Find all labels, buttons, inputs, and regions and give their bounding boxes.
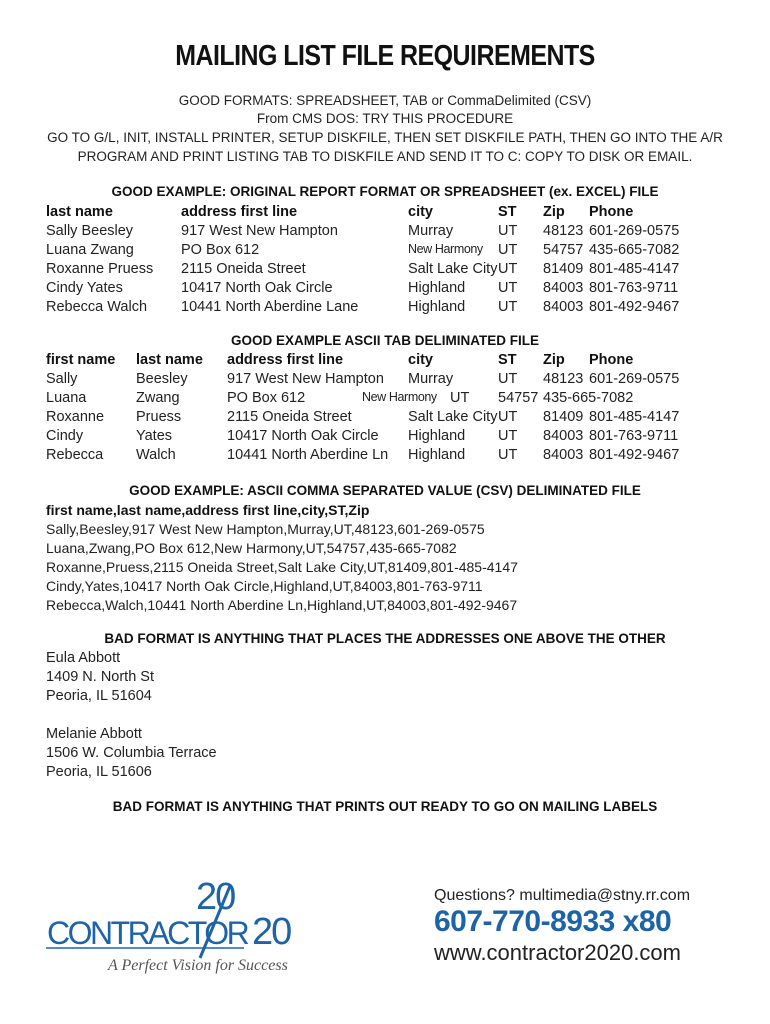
table-cell: 917 West New Hampton [181,223,338,239]
address-city: Peoria, IL 51604 [46,688,152,704]
table-cell: 601-269-0575 [589,223,680,239]
table-cell: 84003 [543,280,584,296]
address-street: 1506 W. Columbia Terrace [46,745,217,761]
table-cell: 435-665-7082 [543,390,634,406]
table-cell: Pruess [136,409,182,425]
table-cell: 84003 [543,428,584,444]
contact-website: www.contractor2020.com [434,940,681,965]
table-cell: 10441 North Aberdine Lane [181,299,359,315]
intro-line-3: GO TO G/L, INIT, INSTALL PRINTER, SETUP DISKFILE, THEN SET DISKFILE PATH, THEN GO INTO THE A/R [47,130,723,145]
table-cell: 801-763-9711 [589,428,679,444]
table-cell: UT [498,242,518,258]
logo-bottom-number: 20 [252,911,291,953]
table-cell: UT [450,390,470,406]
csv-line: Rebecca,Walch,10441 North Aberdine Ln,Highland,UT,84003,801-492-9467 [46,597,518,613]
table-cell: Murray [408,223,454,239]
address-street: 1409 N. North St [46,669,154,685]
csv-line: Sally,Beesley,917 West New Hampton,Murray,UT,48123,601-269-0575 [46,521,485,537]
table-cell: 2115 Oneida Street [227,409,352,425]
logo-tagline: A Perfect Vision for Success [108,957,288,974]
column-header: ST [498,204,517,220]
table-cell: Sally [46,371,78,387]
csv-line: Roxanne,Pruess,2115 Oneida Street,Salt Lake City,UT,81409,801-485-4147 [46,559,518,575]
table-cell: Salt Lake City [408,409,498,425]
column-header: city [408,352,433,368]
column-header: ST [498,352,517,368]
table-cell: Cindy [46,428,84,444]
table-cell: 917 West New Hampton [227,371,384,387]
csv-header-line: first name,last name,address first line,city,ST,Zip [46,502,370,518]
bad-format-heading-2: BAD FORMAT IS ANYTHING THAT PRINTS OUT READY TO GO ON MAILING LABELS [112,799,658,814]
table-cell: 81409 [543,261,584,277]
table-cell: Roxanne Pruess [46,261,154,277]
column-header: address first line [181,204,298,220]
table-cell: Cindy Yates [46,280,123,296]
bad-format-heading-1: BAD FORMAT IS ANYTHING THAT PLACES THE ADDRESSES ONE ABOVE THE OTHER [104,631,666,646]
table-cell: UT [498,409,518,425]
column-header: Zip [543,204,565,220]
page-title: MAILING LIST FILE REQUIREMENTS [175,40,595,72]
table-cell: 48123 [543,371,584,387]
table-cell: UT [498,299,518,315]
table-cell: UT [498,223,518,239]
table-cell: 2115 Oneida Street [181,261,306,277]
table-cell: 10441 North Aberdine Ln [227,447,389,463]
table-cell: 801-485-4147 [589,261,680,277]
csv-line: Cindy,Yates,10417 North Oak Circle,Highland,UT,84003,801-763-9711 [46,578,483,594]
table-cell: Highland [408,428,466,444]
table-cell: Rebecca [46,447,104,463]
contractor-2020-logo [44,876,324,976]
example3-heading: GOOD EXAMPLE: ASCII COMMA SEPARATED VALUE (CSV) DELIMINATED FILE [129,483,641,498]
address-city: Peoria, IL 51606 [46,764,152,780]
table-cell: Yates [136,428,173,444]
example2-heading: GOOD EXAMPLE ASCII TAB DELIMINATED FILE [230,333,539,348]
table-cell: 601-269-0575 [589,371,680,387]
table-cell: Murray [408,371,454,387]
table-cell: 801-492-9467 [589,299,680,315]
table-cell: 10417 North Oak Circle [227,428,379,444]
logo-top-number: 20 [196,876,235,918]
table-cell: UT [498,261,518,277]
table-cell: Luana [46,390,87,406]
csv-line: Luana,Zwang,PO Box 612,New Harmony,UT,54757,435-665-7082 [46,540,457,556]
table-cell: 435-665-7082 [589,242,680,258]
table-cell: Walch [136,447,176,463]
intro-line-1: GOOD FORMATS: SPREADSHEET, TAB or CommaDelimited (CSV) [178,93,592,108]
table-cell: PO Box 612 [181,242,260,258]
table-cell: New Harmony [408,242,483,256]
table-cell: Salt Lake City [408,261,498,277]
table-cell: PO Box 612 [227,390,306,406]
column-header: first name [46,352,116,368]
contact-phone: 607-770-8933 x80 [434,905,672,938]
table-cell: 10417 North Oak Circle [181,280,333,296]
table-cell: UT [498,428,518,444]
table-cell: 801-763-9711 [589,280,679,296]
table-cell: Sally Beesley [46,223,134,239]
column-header: Phone [589,204,634,220]
table-cell: UT [498,280,518,296]
table-cell: New Harmony [362,390,437,404]
address-name: Eula Abbott [46,650,121,666]
table-cell: Zwang [136,390,180,406]
example1-heading: GOOD EXAMPLE: ORIGINAL REPORT FORMAT OR SPREADSHEET (ex. EXCEL) FILE [111,184,659,199]
table-cell: UT [498,447,518,463]
column-header: Phone [589,352,634,368]
column-header: address first line [227,352,344,368]
table-cell: Highland [408,299,466,315]
intro-line-2: From CMS DOS: TRY THIS PROCEDURE [256,111,514,126]
table-cell: Highland [408,280,466,296]
table-cell: Roxanne [46,409,105,425]
table-cell: Highland [408,447,466,463]
logo-graphic [44,876,324,976]
column-header: Zip [543,352,565,368]
table-cell: 48123 [543,223,584,239]
table-cell: Luana Zwang [46,242,134,258]
column-header: last name [46,204,113,220]
table-cell: 84003 [543,299,584,315]
address-name: Melanie Abbott [46,726,142,742]
table-cell: UT [498,371,518,387]
table-cell: 54757 [498,390,539,406]
column-header: last name [136,352,203,368]
logo-word: CONTRACTOR [47,915,248,951]
table-cell: Rebecca Walch [46,299,148,315]
table-cell: 81409 [543,409,584,425]
table-cell: 54757 [543,242,584,258]
table-cell: Beesley [136,371,188,387]
table-cell: 84003 [543,447,584,463]
table-cell: 801-492-9467 [589,447,680,463]
table-cell: 801-485-4147 [589,409,680,425]
questions-email: Questions? multimedia@stny.rr.com [434,887,691,904]
column-header: city [408,204,433,220]
intro-line-4: PROGRAM AND PRINT LISTING TAB TO DISKFILE AND SEND IT TO C: COPY TO DISK OR EMAIL. [77,149,693,164]
